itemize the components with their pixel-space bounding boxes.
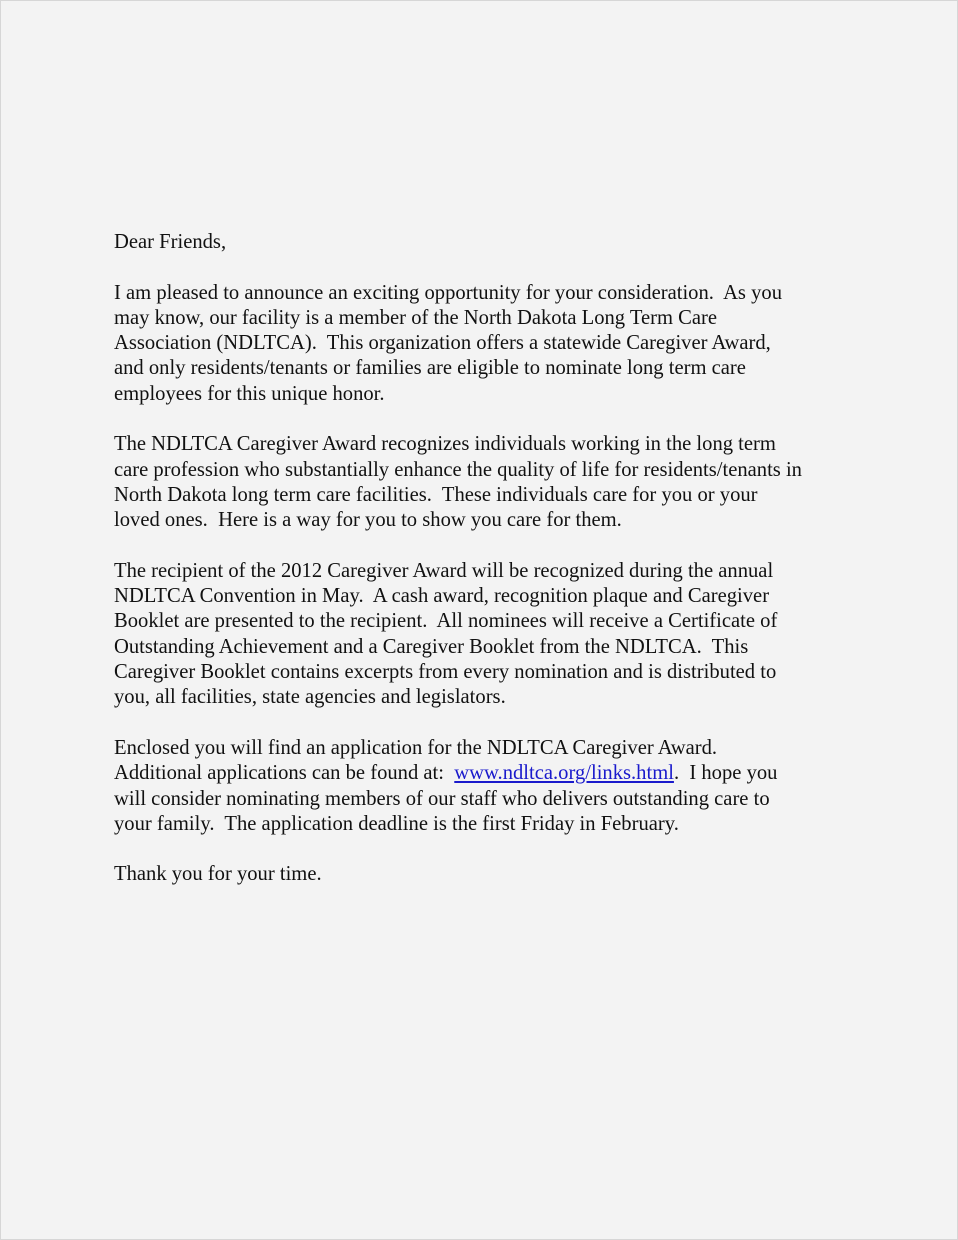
paragraph-line: loved ones. Here is a way for you to show you care for them. — [114, 509, 622, 532]
paragraph-line: employees for this unique honor. — [114, 382, 385, 405]
paragraph-line: Association (NDLTCA). This organization offers a statewide Caregiver Award, — [114, 332, 771, 355]
paragraph-line: may know, our facility is a member of the North Dakota Long Term Care — [114, 306, 718, 329]
closing-text: Thank you for your time. — [114, 863, 322, 886]
salutation — [114, 230, 874, 255]
paragraph-line: The NDLTCA Caregiver Award recognizes individuals working in the long term — [114, 433, 776, 456]
paragraph-line-with-link — [114, 761, 874, 786]
paragraph-award-description — [114, 432, 874, 533]
paragraph-line: North Dakota long term care facilities. These individuals care for you or your — [114, 483, 758, 506]
paragraph-line: your family. The application deadline is the first Friday in February. — [114, 812, 679, 835]
paragraph-line: Enclosed you will find an application for the NDLTCA Caregiver Award. — [114, 736, 718, 759]
paragraph-line: NDLTCA Convention in May. A cash award, recognition plaque and Caregiver — [114, 585, 770, 608]
closing — [114, 862, 874, 887]
letter-body — [114, 230, 874, 913]
paragraph-line: Booklet are presented to the recipient. All nominees will receive a Certificate of — [114, 610, 778, 633]
paragraph-line: you, all facilities, state agencies and legislators. — [114, 686, 506, 709]
paragraph-line: will consider nominating members of our staff who delivers outstanding care to — [114, 787, 770, 810]
paragraph-line: Caregiver Booklet contains excerpts from every nomination and is distributed to — [114, 661, 777, 684]
link-suffix-text: . I hope you — [673, 762, 778, 785]
paragraph-line: care profession who substantially enhance the quality of life for residents/tenants in — [114, 458, 802, 481]
paragraph-announcement — [114, 281, 874, 407]
ndltca-links-url[interactable]: www.ndltca.org/links.html — [454, 762, 674, 785]
paragraph-application — [114, 736, 874, 837]
paragraph-line: The recipient of the 2012 Caregiver Award will be recognized during the annual — [114, 559, 774, 582]
link-prefix-text: Additional applications can be found at: — [114, 762, 455, 785]
paragraph-line: Outstanding Achievement and a Caregiver Booklet from the NDLTCA. This — [114, 635, 749, 658]
paragraph-line: I am pleased to announce an exciting opportunity for your consideration. As you — [114, 281, 782, 304]
salutation-text: Dear Friends, — [114, 231, 227, 253]
paragraph-line: and only residents/tenants or families are eligible to nominate long term care — [114, 357, 746, 380]
paragraph-recipient — [114, 559, 874, 711]
